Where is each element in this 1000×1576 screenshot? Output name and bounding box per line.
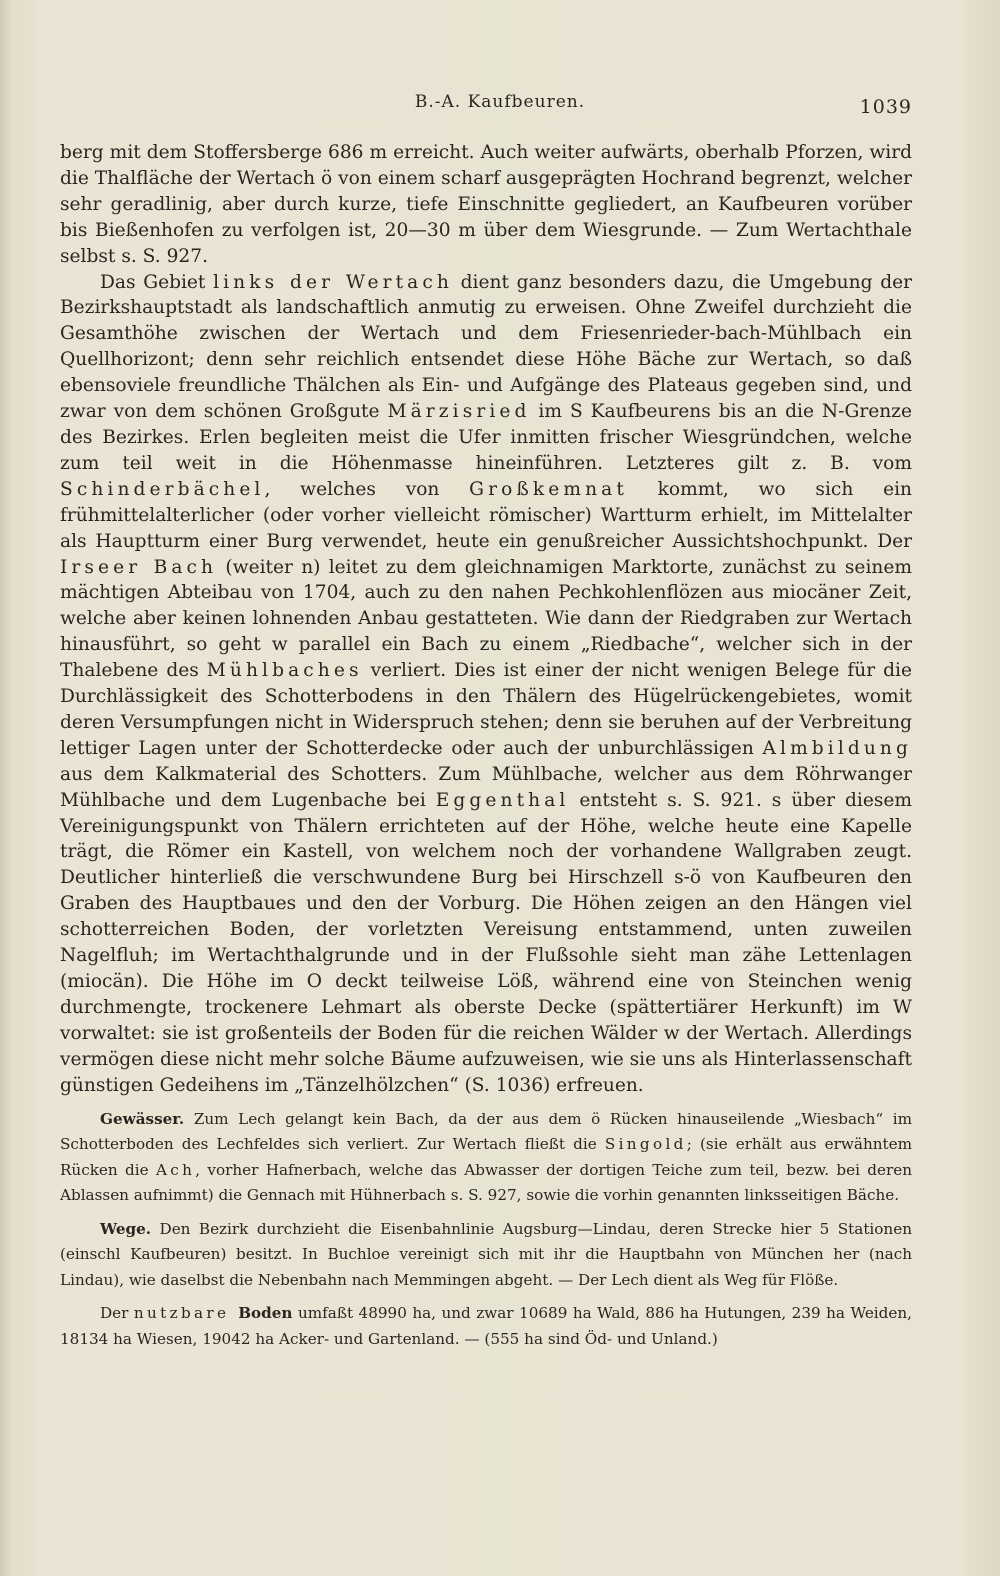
- text-run: berg mit dem Stoffersberge 686 m erreicht. Auch weiter aufwärts, oberhalb Pforzen, wird die Thalfläche der Wertach ö von einem scharf ausgeprägten Hochrand begrenzt, welcher sehr geradlinig, aber durch kurze, tiefe Einschnitte gegliedert, an Kaufbeuren vorüber bis Bießenhofen zu verfolgen ist, 20—30 m über dem Wiesgrunde. — Zum Wertachthale selbst s. S. 927.: [60, 142, 912, 267]
- text-run: Der: [100, 1304, 134, 1323]
- text-run: dient ganz besonders dazu, die Umgebung der Bezirkshauptstadt als landschaftlich anmutig zu erweisen. Ohne Zweifel durchzieht die Gesamthöhe zwischen der Wertach und dem Friesenrieder-bach-Mühlbach ein Quellhorizont; denn sehr reichlich entsendet diese Höhe Bäche zur Wertach, so daß ebensoviele freundliche Thälchen als Ein- und Aufgänge des Plateaus gegeben sind, und zwar von dem schönen Großgute: [60, 271, 913, 423]
- paragraph-2: [60, 270, 912, 1099]
- spaced-term: Almbildung: [762, 737, 912, 759]
- text-run: kommt, wo sich ein frühmittelalterlicher (oder vorher vielleicht römischer) Wartturm erhielt, im Mittelalter als Hauptturm einer Burg verwendet, heute ein genußreicher Aussichtshochpunkt. Der: [60, 478, 912, 552]
- text-run: ; (sie erhält aus erwähntem Rücken die: [60, 1135, 912, 1179]
- spaced-term: Ach: [155, 1160, 196, 1179]
- text-run: Zum Lech gelangt kein Bach, da der aus dem ö Rücken hinauseilende „Wiesbach“ im Schotterboden des Lechfeldes sich verliert. Zur Wertach fließt die: [60, 1109, 912, 1154]
- text-run: (weiter n) leitet zu dem gleichnamigen Marktorte, zunächst zu seinem mächtigen Abteibau von 1704, auch zu den nahen Pechkohlenflözen aus miocäner Zeit, welche aber keinen lohnenden Anbau gestatteten. Wie dann der Riedgraben zur Wertach hinausführt, so geht w parallel ein Bach zu einem „Riedbache“, welcher sich in der Thalebene des: [60, 556, 912, 682]
- spaced-term: links der Wertach: [213, 271, 453, 293]
- text-run: umfaßt 48990 ha, und zwar 10689 ha Wald, 886 ha Hutungen, 239 ha Weiden, 18134 ha Wiesen, 19042 ha Acker- und Gartenland. — (555 ha sind Öd- und Unland.): [60, 1304, 912, 1348]
- body-text: [60, 140, 912, 1360]
- waters-paragraph: [60, 1107, 912, 1209]
- spaced-term: nutzbare: [133, 1304, 239, 1323]
- spaced-term: Großkemnat: [469, 478, 628, 500]
- section-lead: Gewässer.: [100, 1109, 185, 1128]
- text-run: im S Kaufbeurens bis an die N-Grenze des Bezirkes. Erlen begleiten meist die Ufer inmitten frischer Wiesgründchen, welche zum teil weit in die Höhenmasse hineinführen. Letzteres gilt z. B. vom: [60, 401, 912, 474]
- bold-term: Boden: [238, 1304, 293, 1323]
- spaced-term: Singold: [604, 1135, 687, 1154]
- spaced-term: Eggenthal: [435, 789, 570, 811]
- text-run: verliert. Dies ist einer der nicht wenigen Belege für die Durchlässigkeit des Schotterbodens in den Thälern des Hügelrückengebietes, womit deren Versumpfungen nicht in Widerspruch stehen; denn sie beruhen auf der Verbreitung lettiger Lagen unter der Schotterdecke oder auch der unburchlässigen: [60, 660, 912, 759]
- main-text: [60, 140, 912, 1099]
- page-number: 1039: [859, 96, 912, 118]
- running-head: [0, 92, 1000, 122]
- spaced-term: Irseer Bach: [60, 556, 218, 578]
- land-use-paragraph: [60, 1301, 912, 1352]
- spaced-term: Mühlbaches: [206, 660, 363, 682]
- running-title: B.-A. Kaufbeuren.: [414, 92, 586, 112]
- paragraph-1: [60, 140, 912, 270]
- spaced-term: Märzisried: [387, 401, 531, 423]
- text-run: aus dem Kalkmaterial des Schotters. Zum Mühlbache, welcher aus dem Röhrwanger Mühlbache und dem Lugenbache bei: [60, 763, 912, 811]
- spaced-term: Schinderbächel: [60, 478, 265, 500]
- text-run: Das Gebiet: [100, 271, 214, 293]
- text-run: , welches von: [264, 478, 470, 500]
- text-run: , vorher Hafnerbach, welche das Abwasser der dortigen Teiche zum teil, bezw. bei deren Ablassen aufnimmt) die Gennach mit Hühnerbach s. S. 927, sowie die vorhin genannten linksseitigen Bäche.: [60, 1160, 912, 1205]
- small-print-section: [60, 1107, 912, 1353]
- roads-paragraph: [60, 1217, 912, 1294]
- text-run: Den Bezirk durchzieht die Eisenbahnlinie Augsburg—Lindau, deren Strecke hier 5 Stationen (einschl Kaufbeuren) besitzt. In Buchloe vereinigt sich mit ihr die Hauptbahn von München her (nach Lindau), wie daselbst die Nebenbahn nach Memmingen abgeht. — Der Lech dient als Weg für Flöße.: [60, 1219, 912, 1289]
- text-run: entsteht s. S. 921. s über diesem Vereinigungspunkt von Thälern errichteten auf der Höhe, welche heute eine Kapelle trägt, die Römer ein Kastell, von welchem noch der vorhandene Wallgraben zeugt. Deutlicher hinterließ die verschwundene Burg bei Hirschzell s-ö von Kaufbeuren den Graben des Hauptbaues und den der Vorburg. Die Höhen zeigen an den Hängen viel schotterreichen Boden, der vorletzten Vereisung entstammend, unten zuweilen Nagelfluh; im Wertachthalgrunde und in der Flußsohle sieht man zähe Lettenlagen (miocän). Die Höhe im O deckt teilweise Löß, während eine von Steinchen wenig durchmengte, trockenere Lehmart als oberste Decke (spättertiärer Herkunft) im W vorwaltet: sie ist großenteils der Boden für die reichen Wälder w der Wertach. Allerdings vermögen diese nicht mehr solche Bäume aufzuweisen, wie sie uns als Hinterlassenschaft günstigen Gedeihens im „Tänzelhölzchen“ (S. 1036) erfreuen.: [60, 789, 912, 1096]
- section-lead: Wege.: [100, 1219, 152, 1238]
